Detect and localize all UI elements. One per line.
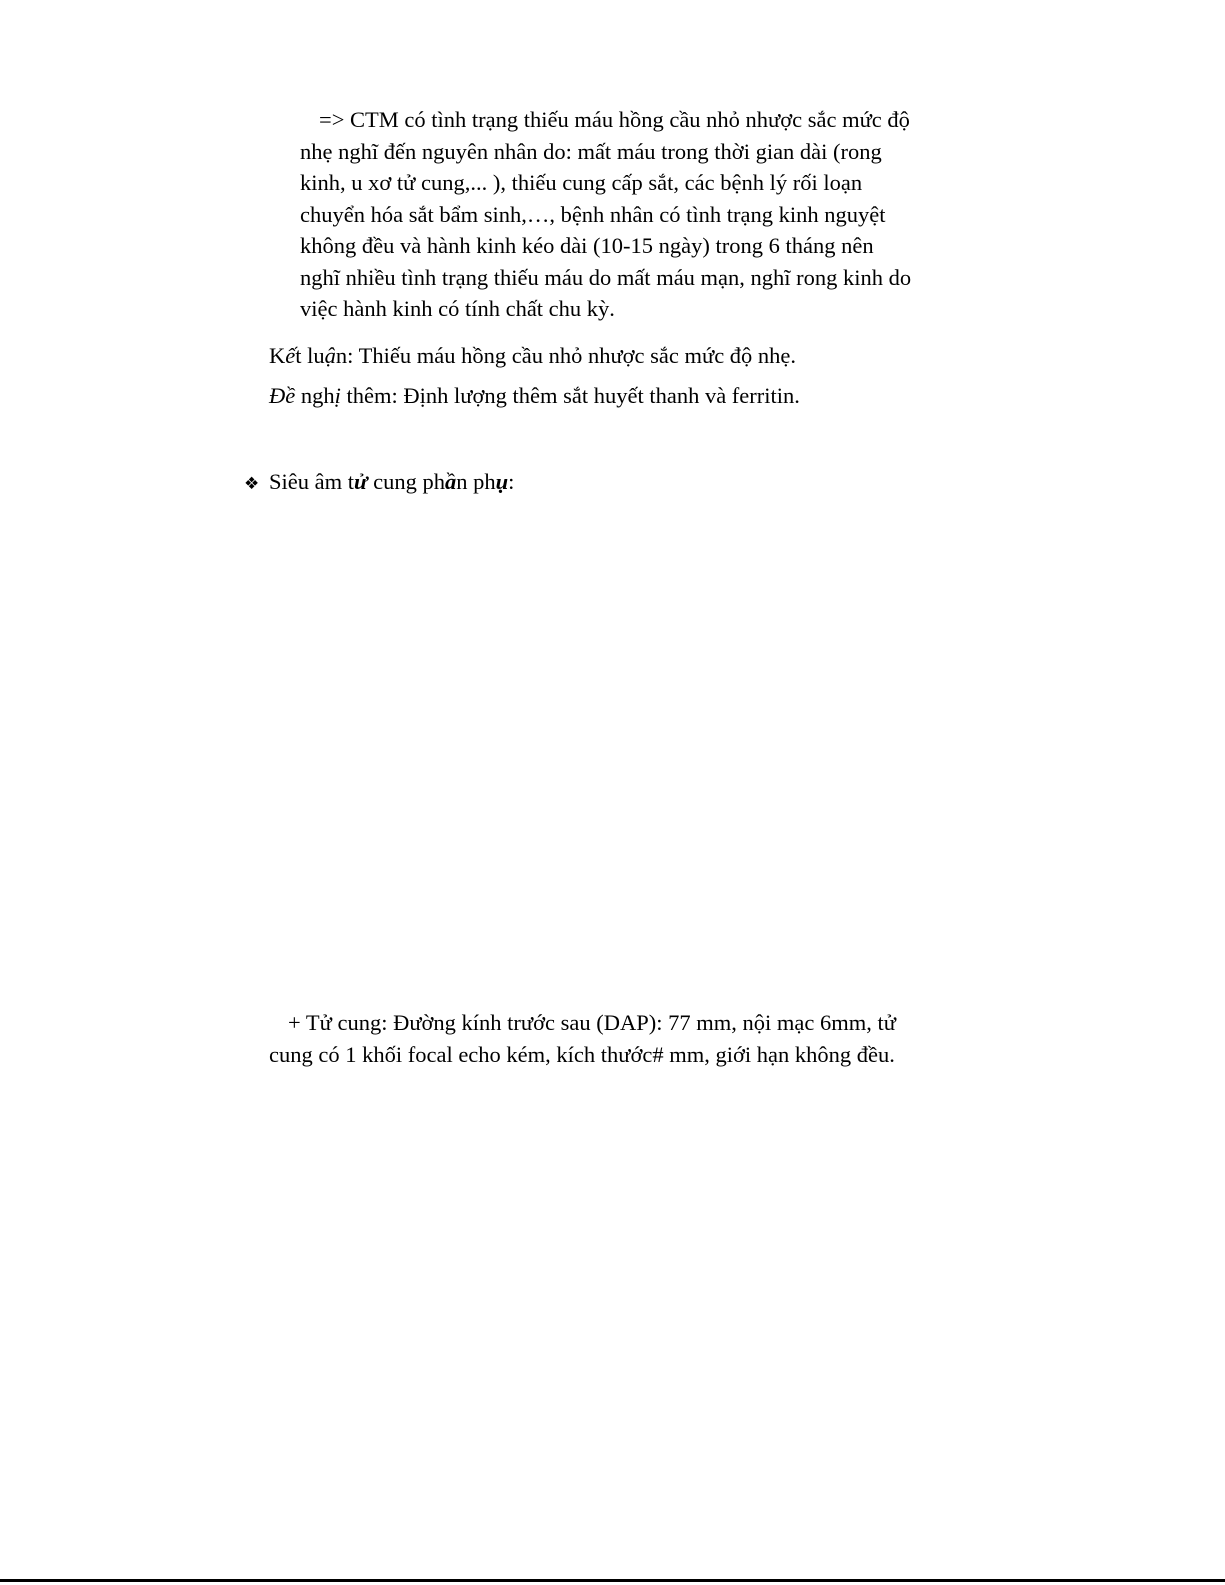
suggestion-label-part: thêm:	[340, 383, 398, 408]
suggestion-label-part: ngh	[295, 383, 335, 408]
paragraph-line: kinh, u xơ tử cung,... ), thiếu cung cấp sắt, các bệnh lý rối loạn	[300, 170, 863, 195]
conclusion-text: Thiếu máu hồng cầu nhỏ nhược sắc mức độ nhẹ.	[353, 343, 797, 368]
uterus-findings-paragraph	[269, 1007, 949, 1070]
paragraph-line: nhẹ nghĩ đến nguyên nhân do: mất máu trong thời gian dài (rong	[300, 138, 882, 164]
page-bottom-rule	[0, 1579, 1225, 1582]
heading-part: :	[508, 469, 515, 494]
conclusion-label-part: t lu	[295, 343, 325, 368]
heading-part: n ph	[456, 469, 496, 494]
heading-part: Siêu âm t	[269, 469, 354, 494]
diamond-bullet-icon: ❖	[244, 474, 260, 494]
conclusion-line	[269, 340, 796, 372]
conclusion-label-part: ậ	[324, 343, 336, 368]
heading-part: ử	[354, 469, 368, 494]
conclusion-label-part: K	[269, 343, 286, 368]
suggestion-label-part: ị	[334, 383, 341, 408]
paragraph-line: việc hành kinh có tính chất chu kỳ.	[300, 296, 615, 321]
paragraph-line: chuyển hóa sắt bẩm sinh,…, bệnh nhân có tình trạng kinh nguyệt	[300, 201, 886, 227]
paragraph-line: cung có 1 khối focal echo kém, kích thước# mm, giới hạn không đều.	[269, 1041, 895, 1067]
heading-part: ụ	[495, 469, 509, 494]
paragraph-line: nghĩ nhiều tình trạng thiếu máu do mất máu mạn, nghĩ rong kinh do	[300, 264, 912, 290]
conclusion-label-part: ế	[285, 343, 296, 368]
ctm-interpretation-paragraph	[300, 104, 960, 325]
conclusion-label-part: n:	[335, 343, 354, 368]
paragraph-line: => CTM có tình trạng thiếu máu hồng cầu nhỏ nhược sắc mức độ	[319, 107, 910, 132]
heading-part: ầ	[444, 469, 457, 494]
heading-part: cung ph	[367, 469, 445, 494]
paragraph-line: không đều và hành kinh kéo dài (10-15 ngày) trong 6 tháng nên	[300, 233, 874, 258]
suggestion-label-part: Đề	[269, 383, 296, 408]
ultrasound-section-heading	[244, 466, 514, 501]
suggestion-text: Định lượng thêm sắt huyết thanh và ferritin.	[397, 383, 800, 408]
suggestion-line	[269, 380, 800, 412]
paragraph-line: + Tử cung: Đường kính trước sau (DAP): 77 mm, nội mạc 6mm, tử	[288, 1010, 896, 1035]
